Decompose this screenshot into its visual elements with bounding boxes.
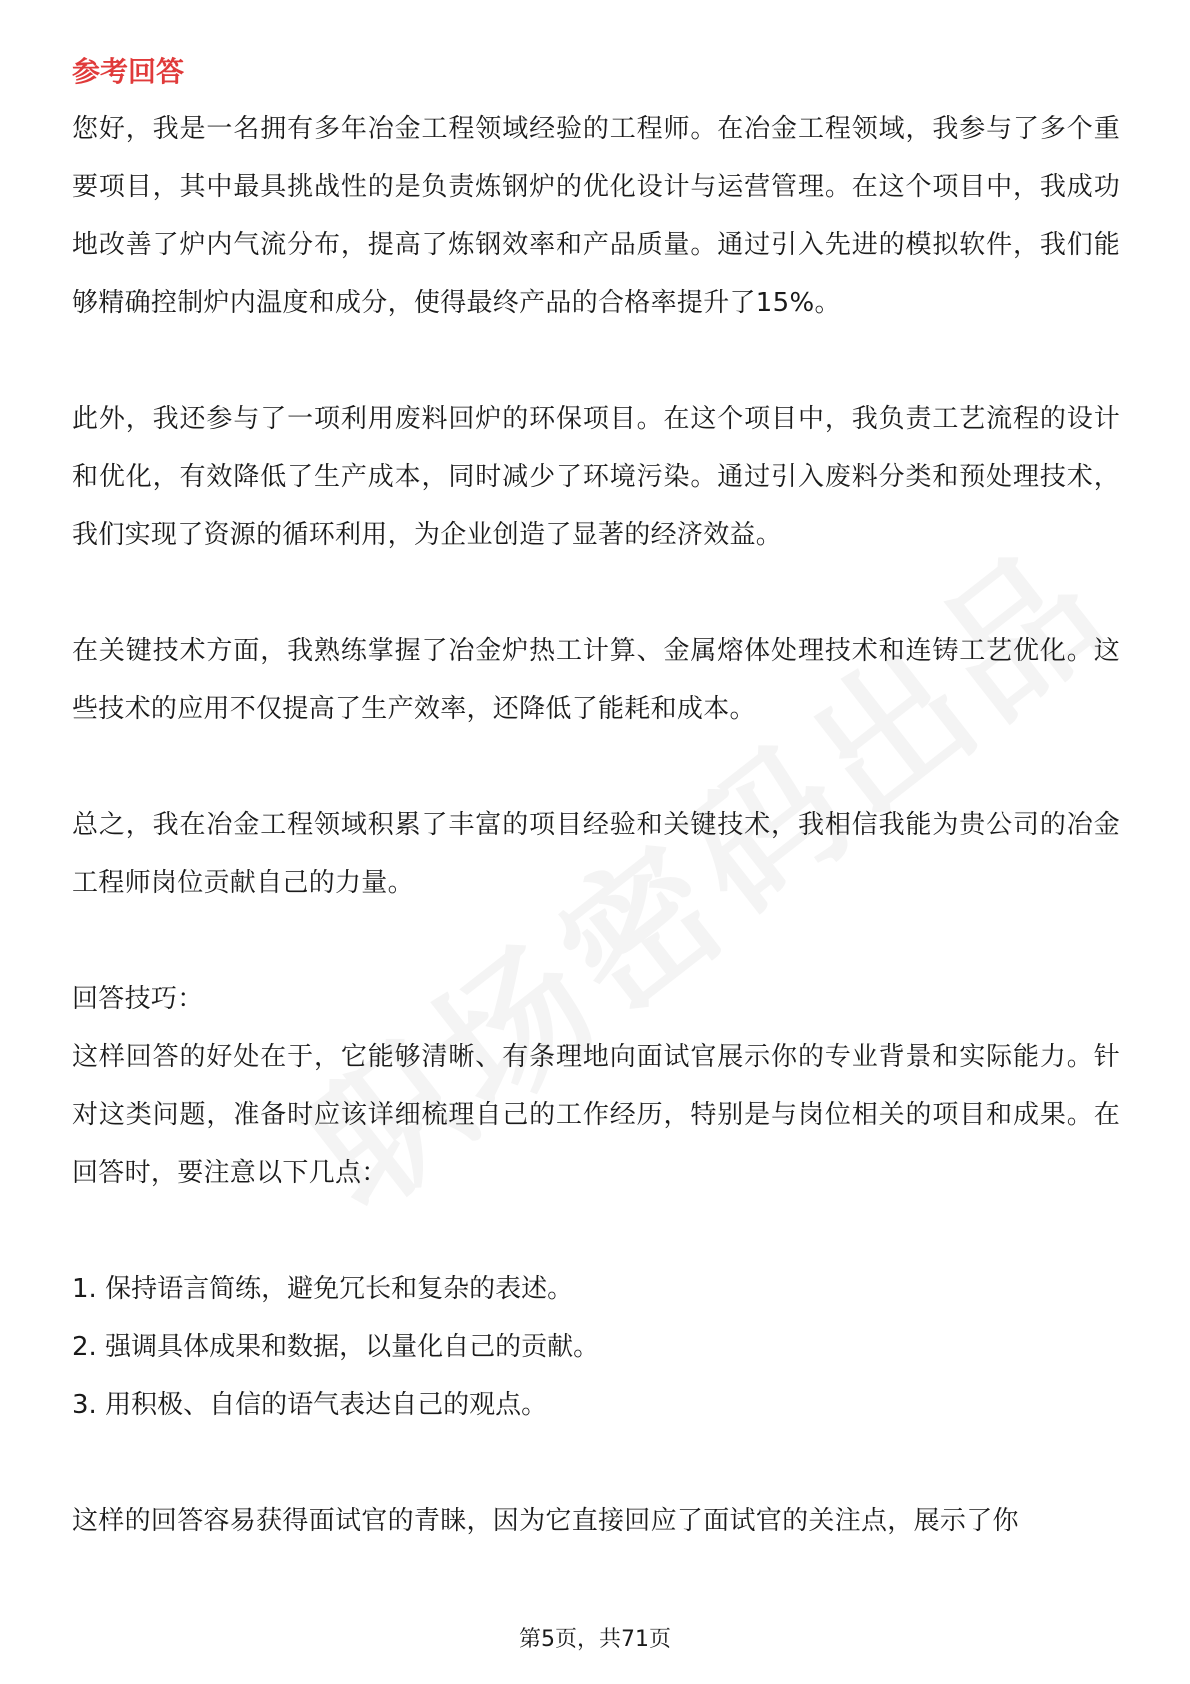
list-item: 2. 强调具体成果和数据，以量化自己的贡献。 [72,1332,600,1362]
paragraph-spacer [72,912,1120,970]
paragraph-spacer [72,1434,1120,1492]
section-heading: 参考回答 [72,55,185,88]
tips-list [72,1260,1120,1434]
paragraph-spacer [72,738,1120,796]
closing-paragraph: 这样的回答容易获得面试官的青睐，因为它直接回应了面试官的关注点，展示了你 [72,1506,1019,1536]
page-content [72,44,1120,1550]
paragraph-spacer [72,564,1120,622]
answer-paragraph-4: 总之，我在冶金工程领域积累了丰富的项目经验和关键技术，我相信我能为贵公司的冶金工程师岗位贡献自己的力量。 [72,810,1120,898]
answer-paragraph-3: 在关键技术方面，我熟练掌握了冶金炉热工计算、金属熔体处理技术和连铸工艺优化。这些技术的应用不仅提高了生产效率，还降低了能耗和成本。 [72,636,1120,724]
tips-label: 回答技巧： [72,984,204,1014]
list-item: 3. 用积极、自信的语气表达自己的观点。 [72,1390,548,1420]
list-item: 1. 保持语言简练，避免冗长和复杂的表述。 [72,1274,574,1304]
tips-paragraph: 这样回答的好处在于，它能够清晰、有条理地向面试官展示你的专业背景和实际能力。针对这类问题，准备时应该详细梳理自己的工作经历，特别是与岗位相关的项目和成果。在回答时，要注意以下几点： [72,1042,1120,1188]
answer-paragraph-2: 此外，我还参与了一项利用废料回炉的环保项目。在这个项目中，我负责工艺流程的设计和优化，有效降低了生产成本，同时减少了环境污染。通过引入废料分类和预处理技术，我们实现了资源的循环利用，为企业创造了显著的经济效益。 [72,404,1120,550]
paragraph-spacer [72,1202,1120,1260]
page-number: 第5页，共71页 [519,1627,671,1652]
paragraph-spacer [72,332,1120,390]
answer-paragraph-1: 您好，我是一名拥有多年冶金工程领域经验的工程师。在冶金工程领域，我参与了多个重要项目，其中最具挑战性的是负责炼钢炉的优化设计与运营管理。在这个项目中，我成功地改善了炉内气流分布，提高了炼钢效率和产品质量。通过引入先进的模拟软件，我们能够精确控制炉内温度和成分，使得最终产品的合格率提升了15%。 [72,114,1120,318]
